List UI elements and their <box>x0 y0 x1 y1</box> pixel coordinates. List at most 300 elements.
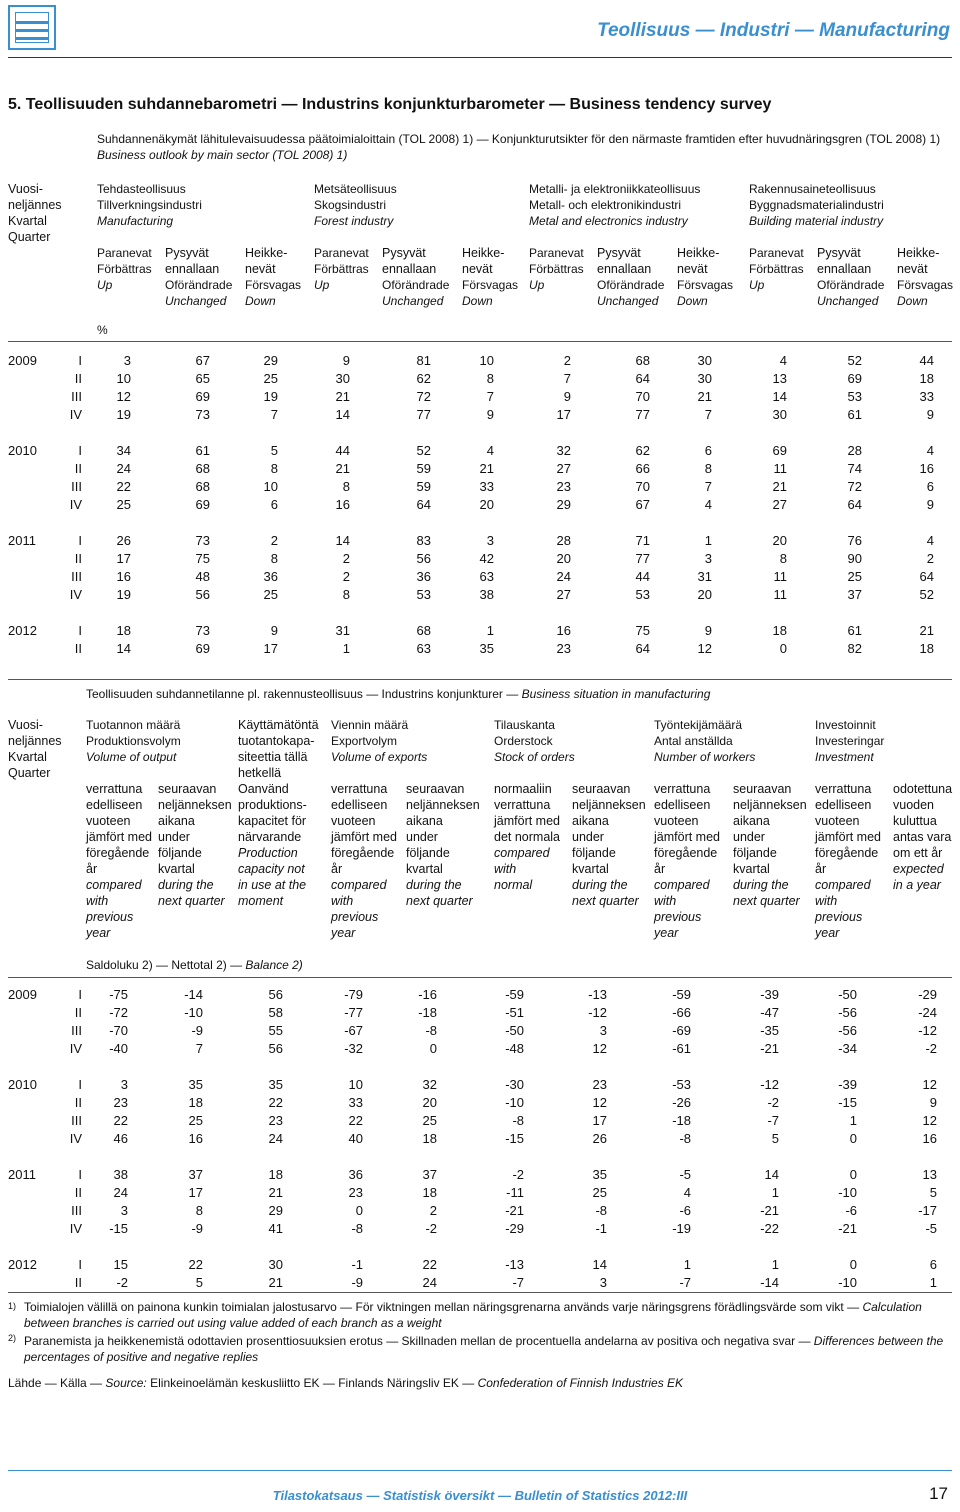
group-label-en: Investment <box>815 750 874 764</box>
subcol-label: verrattuna edelliseen vuoteen jämfört med föregående år <box>86 782 152 876</box>
table-cell: 1 <box>683 1257 691 1272</box>
table-cell: -39 <box>760 987 779 1002</box>
table-cell: 27 <box>772 497 787 512</box>
table-cell: 63 <box>479 569 494 584</box>
group-label-sv: Orderstock <box>494 734 553 748</box>
table-cell: -77 <box>344 1005 363 1020</box>
table-cell: 67 <box>195 353 210 368</box>
subcol-fi: Pysyvät ennallaan <box>165 246 220 276</box>
table2-row-header: Vuosi- neljännes Kvartal Quarter <box>8 718 62 780</box>
table-cell: 14 <box>116 641 131 656</box>
group-label-fi: Työntekijämäärä <box>654 718 743 732</box>
table-cell: 68 <box>635 353 650 368</box>
table-cell: 1 <box>849 1113 857 1128</box>
table-cell: 38 <box>479 587 494 602</box>
table-cell: 0 <box>849 1257 857 1272</box>
table-cell: 6 <box>926 479 934 494</box>
subcol-en: Down <box>897 294 928 308</box>
subcol-fi: Heikke- nevät <box>245 246 288 276</box>
subcol-sv: Oförändrade <box>382 278 450 292</box>
table-cell: 37 <box>188 1167 203 1182</box>
subcol-fi: Pysyvät ennallaan <box>597 246 652 276</box>
quarter-label: IV <box>69 587 82 602</box>
table-cell: 30 <box>697 371 712 386</box>
table-cell: -21 <box>760 1041 779 1056</box>
table-cell: 35 <box>479 641 494 656</box>
table-cell: 12 <box>922 1113 937 1128</box>
table2-title: Teollisuuden suhdannetilanne pl. rakennusteollisuus — Industrins konjunkturer — Business situation in manufacturing <box>86 687 711 701</box>
table1-subtitle: Suhdannenäkymät lähitulevaisuudessa päätoimialoittain (TOL 2008) 1) — Konjunkturutsikter för den närmaste framtiden efter huvudnäringsgren (TOL 2008) 1) <box>97 132 941 146</box>
group-label-en: Production capacity not in use at the moment <box>238 846 307 908</box>
table-cell: 35 <box>268 1077 283 1092</box>
table-cell: 12 <box>697 641 712 656</box>
table-cell: -2 <box>925 1041 937 1056</box>
subcol-sv: Oförändrade <box>165 278 233 292</box>
table-cell: 17 <box>116 551 131 566</box>
table-cell: -11 <box>506 1185 524 1200</box>
subcol-label-en: compared with previous year <box>86 878 142 940</box>
table-cell: 38 <box>113 1167 128 1182</box>
table-cell: -12 <box>918 1023 937 1038</box>
table-cell: -15 <box>838 1095 857 1110</box>
table-cell: 33 <box>479 479 494 494</box>
table-cell: -15 <box>109 1221 128 1236</box>
table-cell: 73 <box>195 533 210 548</box>
table-cell: 69 <box>195 497 210 512</box>
group-label-fi: Metsäteollisuus <box>314 182 397 196</box>
table-cell: 59 <box>416 461 431 476</box>
table-cell: 61 <box>847 623 862 638</box>
table-cell: 14 <box>592 1257 607 1272</box>
table-cell: 52 <box>416 443 431 458</box>
table-cell: 7 <box>704 407 712 422</box>
table-cell: 23 <box>348 1185 363 1200</box>
table-cell: 26 <box>592 1131 607 1146</box>
table-cell: 13 <box>922 1167 937 1182</box>
table-cell: 25 <box>188 1113 203 1128</box>
year-label: 2010 <box>8 443 37 458</box>
table-cell: -12 <box>588 1005 607 1020</box>
table-cell: -7 <box>512 1275 524 1290</box>
table-cell: 30 <box>268 1257 283 1272</box>
table-cell: 56 <box>268 1041 283 1056</box>
table-cell: 77 <box>416 407 431 422</box>
quarter-label: II <box>74 461 82 476</box>
table-cell: 12 <box>922 1077 937 1092</box>
table-cell: 24 <box>556 569 571 584</box>
subcol-label: seuraavan neljänneksen aikana under följande kvartal <box>406 782 480 876</box>
table-cell: 17 <box>556 407 571 422</box>
table-cell: -21 <box>760 1203 779 1218</box>
table-cell: 16 <box>556 623 571 638</box>
subcol-sv: Oförändrade <box>817 278 885 292</box>
table-cell: 18 <box>422 1185 437 1200</box>
table-cell: -61 <box>672 1041 691 1056</box>
table-cell: 83 <box>416 533 431 548</box>
group-label-sv: Investeringar <box>815 734 885 748</box>
table-cell: 2 <box>429 1203 437 1218</box>
table-cell: -30 <box>505 1077 524 1092</box>
table-cell: 29 <box>556 497 571 512</box>
table-cell: 61 <box>195 443 210 458</box>
subcol-fi: Heikke- nevät <box>677 246 720 276</box>
table-cell: 22 <box>116 479 131 494</box>
table-cell: 25 <box>422 1113 437 1128</box>
table-cell: -21 <box>838 1221 857 1236</box>
table-cell: 53 <box>847 389 862 404</box>
table-cell: 2 <box>926 551 934 566</box>
table-cell: 56 <box>195 587 210 602</box>
subcol-label-en: compared with previous year <box>654 878 710 940</box>
footnote-rule <box>8 1292 952 1293</box>
subcol-fi: Paranevat <box>97 246 152 260</box>
table-cell: 9 <box>929 1095 937 1110</box>
table-cell: 12 <box>116 389 131 404</box>
table-cell: 68 <box>195 461 210 476</box>
table-cell: 15 <box>113 1257 128 1272</box>
table-cell: 30 <box>697 353 712 368</box>
table-cell: 37 <box>422 1167 437 1182</box>
table-cell: 74 <box>847 461 862 476</box>
table-cell: 69 <box>195 641 210 656</box>
table-cell: 44 <box>919 353 934 368</box>
subcol-sv: Förbättras <box>529 262 584 276</box>
table-cell: 0 <box>779 641 787 656</box>
table-cell: 55 <box>268 1023 283 1038</box>
year-label: 2012 <box>8 1257 37 1272</box>
table-cell: 4 <box>486 443 494 458</box>
table-cell: -1 <box>595 1221 607 1236</box>
group-label-en: Metal and electronics industry <box>529 214 688 228</box>
subcol-label: verrattuna edelliseen vuoteen jämfört med föregående år <box>654 782 720 876</box>
table-cell: 0 <box>355 1203 363 1218</box>
table-cell: -14 <box>760 1275 779 1290</box>
table-cell: 75 <box>635 623 650 638</box>
table-cell: 9 <box>486 407 494 422</box>
table-cell: 0 <box>429 1041 437 1056</box>
table-cell: 7 <box>270 407 278 422</box>
table-cell: 3 <box>704 551 712 566</box>
table-cell: 2 <box>563 353 571 368</box>
table-cell: 23 <box>556 479 571 494</box>
quarter-label: IV <box>69 407 82 422</box>
subcol-label: seuraavan neljänneksen aikana under följande kvartal <box>572 782 646 876</box>
table-cell: 4 <box>926 443 934 458</box>
table-cell: -13 <box>588 987 607 1002</box>
subcol-label: seuraavan neljänneksen aikana under följande kvartal <box>733 782 807 876</box>
group-label-fi: Viennin määrä <box>331 718 409 732</box>
table-cell: -22 <box>760 1221 779 1236</box>
subcol-label-en: during the next quarter <box>406 878 473 908</box>
group-label-sv: Byggnadsmaterialindustri <box>749 198 884 212</box>
page-number: 17 <box>929 1484 948 1503</box>
quarter-label: II <box>74 1005 82 1020</box>
table-cell: 27 <box>556 461 571 476</box>
table-cell: 11 <box>773 461 787 476</box>
table-cell: 28 <box>556 533 571 548</box>
table-cell: 23 <box>113 1095 128 1110</box>
table-cell: -12 <box>760 1077 779 1092</box>
group-label-sv: Metall- och elektronikindustri <box>529 198 682 212</box>
subcol-fi: Pysyvät ennallaan <box>817 246 872 276</box>
table-cell: 21 <box>335 461 350 476</box>
footnote2-mark: 2) <box>8 1333 17 1343</box>
quarter-label: II <box>74 1185 82 1200</box>
table-cell: -48 <box>505 1041 524 1056</box>
table-cell: 18 <box>188 1095 203 1110</box>
group-label-fi: Käyttämätöntä tuotantokapa- siteettia tällä hetkellä <box>238 718 319 780</box>
table-cell: 72 <box>847 479 862 494</box>
table-cell: 17 <box>188 1185 203 1200</box>
table-cell: -56 <box>838 1005 857 1020</box>
table-cell: 29 <box>268 1203 283 1218</box>
subcol-fi: Paranevat <box>314 246 369 260</box>
subcol-label-en: compared with previous year <box>815 878 871 940</box>
subcol-en: Up <box>97 278 113 292</box>
table-cell: 12 <box>592 1095 607 1110</box>
table-cell: 42 <box>479 551 494 566</box>
table-cell: -47 <box>760 1005 779 1020</box>
subcol-sv: Förbättras <box>749 262 804 276</box>
table-cell: -8 <box>595 1203 607 1218</box>
table-cell: 17 <box>592 1113 607 1128</box>
table-cell: 10 <box>116 371 131 386</box>
table-cell: 0 <box>849 1167 857 1182</box>
subcol-label-en: during the next quarter <box>158 878 225 908</box>
table-cell: 14 <box>335 533 350 548</box>
table-cell: 22 <box>188 1257 203 1272</box>
table-cell: 35 <box>592 1167 607 1182</box>
table-cell: 18 <box>422 1131 437 1146</box>
subcol-sv: Förbättras <box>97 262 152 276</box>
table-cell: 3 <box>120 1077 128 1092</box>
table-cell: 21 <box>479 461 494 476</box>
table-cell: 64 <box>919 569 934 584</box>
table-cell: 56 <box>268 987 283 1002</box>
table-cell: 63 <box>416 641 431 656</box>
table-cell: 24 <box>422 1275 437 1290</box>
table-cell: 64 <box>847 497 862 512</box>
table-cell: 4 <box>926 533 934 548</box>
table-cell: 6 <box>704 443 712 458</box>
subcol-label-en: during the next quarter <box>572 878 639 908</box>
table-cell: 53 <box>635 587 650 602</box>
table-cell: 36 <box>263 569 278 584</box>
table-cell: 19 <box>116 407 131 422</box>
table-cell: 4 <box>683 1185 691 1200</box>
group-label-en: Forest industry <box>314 214 394 228</box>
table-cell: -29 <box>918 987 937 1002</box>
subcol-en: Down <box>677 294 708 308</box>
table-cell: 5 <box>195 1275 203 1290</box>
table-cell: 24 <box>113 1185 128 1200</box>
table-cell: 37 <box>847 587 862 602</box>
table-cell: -34 <box>838 1041 857 1056</box>
group-label-sv: Skogsindustri <box>314 198 387 212</box>
quarter-label: III <box>71 479 82 494</box>
table-cell: 82 <box>847 641 862 656</box>
table-cell: -15 <box>505 1131 524 1146</box>
table-cell: 69 <box>772 443 787 458</box>
quarter-label: IV <box>69 1041 82 1056</box>
table-cell: -67 <box>344 1023 363 1038</box>
footnote1-mark: 1) <box>8 1301 17 1311</box>
table-cell: 59 <box>416 479 431 494</box>
quarter-label: III <box>71 1023 82 1038</box>
year-label: 2011 <box>8 533 36 548</box>
table-cell: -17 <box>918 1203 937 1218</box>
year-label: 2009 <box>8 987 37 1002</box>
table-cell: 67 <box>635 497 650 512</box>
table-cell: 8 <box>270 551 278 566</box>
table-cell: 31 <box>335 623 350 638</box>
table-cell: 6 <box>270 497 278 512</box>
table-cell: 9 <box>270 623 278 638</box>
table-cell: -8 <box>425 1023 437 1038</box>
group-label-en: Manufacturing <box>97 214 174 228</box>
footer-publication: Tilastokatsaus — Statistisk översikt — Bulletin of Statistics 2012:III <box>272 1488 688 1503</box>
table-cell: -2 <box>425 1221 437 1236</box>
table-cell: -35 <box>760 1023 779 1038</box>
table-cell: 17 <box>263 641 278 656</box>
table-cell: 22 <box>422 1257 437 1272</box>
table-cell: 5 <box>270 443 278 458</box>
table-cell: 77 <box>635 407 650 422</box>
group-label-fi: Tuotannon määrä <box>86 718 181 732</box>
table-cell: 48 <box>195 569 210 584</box>
table-cell: 33 <box>919 389 934 404</box>
table-cell: 10 <box>479 353 494 368</box>
quarter-label: III <box>71 389 82 404</box>
table-cell: 68 <box>416 623 431 638</box>
table-cell: 11 <box>773 587 787 602</box>
year-label: 2011 <box>8 1167 36 1182</box>
table-cell: -2 <box>512 1167 524 1182</box>
table-cell: -10 <box>838 1275 857 1290</box>
table-cell: 10 <box>263 479 278 494</box>
table-cell: 29 <box>263 353 278 368</box>
quarter-label: II <box>74 551 82 566</box>
page-header-title: Teollisuus — Industri — Manufacturing <box>597 20 950 41</box>
table-cell: 3 <box>599 1275 607 1290</box>
quarter-label: I <box>78 987 82 1002</box>
group-label-en: Building material industry <box>749 214 884 228</box>
table-cell: -50 <box>838 987 857 1002</box>
group-label-sv: Oanvänd produktions- kapacitet för närvarande <box>238 782 307 844</box>
table-cell: 14 <box>764 1167 779 1182</box>
quarter-label: II <box>74 641 82 656</box>
table-cell: -8 <box>512 1113 524 1128</box>
table-cell: 27 <box>556 587 571 602</box>
table-cell: -79 <box>344 987 363 1002</box>
table-cell: 44 <box>335 443 350 458</box>
group-label-fi: Tehdasteollisuus <box>97 182 186 196</box>
table-cell: 70 <box>635 479 650 494</box>
subcol-label: verrattuna edelliseen vuoteen jämfört med föregående år <box>331 782 397 876</box>
table-cell: -9 <box>351 1275 363 1290</box>
table-cell: 8 <box>342 479 350 494</box>
table-cell: 7 <box>563 371 571 386</box>
subcol-sv: Förbättras <box>314 262 369 276</box>
subcol-label: odotettuna vuoden kuluttua antas vara om ett år <box>893 782 953 860</box>
quarter-label: I <box>78 1257 82 1272</box>
table-cell: 69 <box>847 371 862 386</box>
footnote2: Paranemista ja heikkenemistä odottavien prosenttiosuuksien erotus — Skillnaden mellan de procentuella andelarna av positiva och negativa svar — Differences between the percentages of positive and negative replies <box>24 1334 944 1364</box>
table-cell: 68 <box>195 479 210 494</box>
table-cell: -32 <box>344 1041 363 1056</box>
table-cell: 4 <box>779 353 787 368</box>
table-cell: 18 <box>919 371 934 386</box>
table-cell: 8 <box>486 371 494 386</box>
table2-header-rule <box>8 977 952 978</box>
table-cell: -53 <box>672 1077 691 1092</box>
table-cell: -40 <box>109 1041 128 1056</box>
subcol-sv: Oförändrade <box>597 278 665 292</box>
subcol-fi: Heikke- nevät <box>462 246 505 276</box>
subcol-label: normaaliin verrattuna jämfört med det normala <box>494 782 561 844</box>
year-label: 2012 <box>8 623 37 638</box>
table-cell: 53 <box>416 587 431 602</box>
table-cell: 16 <box>919 461 934 476</box>
table-cell: 7 <box>486 389 494 404</box>
subcol-label-en: compared with previous year <box>331 878 387 940</box>
table-cell: 9 <box>704 623 712 638</box>
table-cell: 10 <box>348 1077 363 1092</box>
table-cell: -29 <box>505 1221 524 1236</box>
quarter-label: II <box>74 1095 82 1110</box>
table-cell: 12 <box>592 1041 607 1056</box>
table-cell: 20 <box>697 587 712 602</box>
subcol-sv: Försvagas <box>462 278 519 292</box>
table-cell: -6 <box>845 1203 857 1218</box>
table-cell: 35 <box>188 1077 203 1092</box>
table-cell: 11 <box>773 569 787 584</box>
table-cell: 9 <box>563 389 571 404</box>
table-cell: -10 <box>505 1095 524 1110</box>
table-cell: 1 <box>771 1185 779 1200</box>
subcol-label: verrattuna edelliseen vuoteen jämfört med föregående år <box>815 782 881 876</box>
table-cell: 1 <box>704 533 712 548</box>
table-cell: 21 <box>919 623 934 638</box>
table-cell: 21 <box>268 1275 283 1290</box>
table-cell: 16 <box>188 1131 203 1146</box>
group-label-sv: Exportvolym <box>331 734 398 748</box>
table-cell: -14 <box>184 987 203 1002</box>
subcol-en: Unchanged <box>165 294 227 308</box>
table-cell: 66 <box>635 461 650 476</box>
table-cell: 73 <box>195 407 210 422</box>
group-label-fi: Metalli- ja elektroniikkateollisuus <box>529 182 701 196</box>
table-cell: 8 <box>270 461 278 476</box>
table-cell: 23 <box>592 1077 607 1092</box>
quarter-label: IV <box>69 497 82 512</box>
table-cell: -26 <box>672 1095 691 1110</box>
table-cell: -72 <box>109 1005 128 1020</box>
table-cell: 18 <box>268 1167 283 1182</box>
subcol-en: Unchanged <box>382 294 444 308</box>
table1-row-header: Vuosi- neljännes Kvartal Quarter <box>8 182 62 244</box>
quarter-label: II <box>74 371 82 386</box>
table-cell: 26 <box>116 533 131 548</box>
table-cell: 77 <box>635 551 650 566</box>
table-cell: 3 <box>120 1203 128 1218</box>
table-cell: 3 <box>599 1023 607 1038</box>
table-cell: 25 <box>263 371 278 386</box>
table-cell: 16 <box>922 1131 937 1146</box>
table-cell: 5 <box>771 1131 779 1146</box>
table-cell: 22 <box>268 1095 283 1110</box>
table-cell: 71 <box>635 533 650 548</box>
